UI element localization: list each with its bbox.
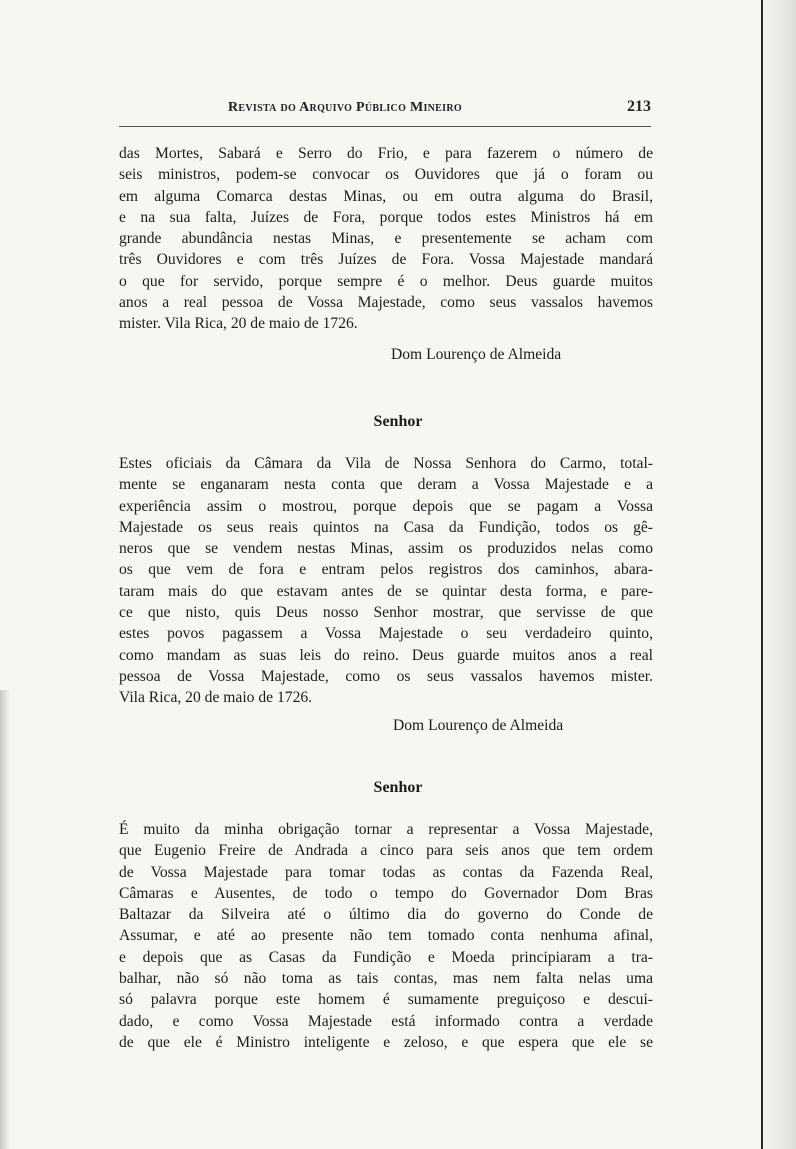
binding-shadow bbox=[0, 690, 10, 1149]
signature: Dom Lourenço de Almeida bbox=[391, 346, 562, 363]
text-line: de Vossa Majestade para tomar todas as contas da Fazenda Real, bbox=[119, 863, 653, 881]
text-line: Vila Rica, 20 de maio de 1726. bbox=[119, 689, 313, 707]
salutation: Senhor bbox=[373, 779, 423, 796]
text-line: de que ele é Ministro inteligente e zeloso, e que espera que ele se bbox=[119, 1033, 653, 1051]
signature: Dom Lourenço de Almeida bbox=[393, 717, 564, 734]
text-line: mente se enganaram nesta conta que deram a Vossa Majestade e a bbox=[119, 476, 653, 494]
text-line: experiência assim o mostrou, porque depois que se pagam a Vossa bbox=[119, 497, 653, 515]
text-line: das Mortes, Sabará e Serro do Frio, e para fazerem o número de bbox=[119, 145, 653, 162]
text-line: em alguma Comarca destas Minas, ou em outra alguma do Brasil, bbox=[119, 187, 653, 205]
page-number: 213 bbox=[627, 98, 651, 115]
salutation: Senhor bbox=[373, 413, 423, 430]
text-line: três Ouvidores e com três Juízes de Fora. Vossa Majestade mandará bbox=[119, 251, 653, 269]
running-title: Revista do Arquivo Público Mineiro bbox=[228, 100, 462, 115]
text-line: estes povos pagassem a Vossa Majestade o seu verdadeiro quinto, bbox=[119, 625, 653, 643]
text-line: e depois que as Casas da Fundição e Moeda principiaram a tra- bbox=[119, 948, 653, 966]
text-line: ce que nisto, quis Deus nosso Senhor mostrar, que servisse de que bbox=[119, 604, 653, 622]
text-line: Baltazar da Silveira até o último dia do governo do Conde de bbox=[119, 906, 653, 924]
text-line: Estes oficiais da Câmara da Vila de Nossa Senhora do Carmo, total- bbox=[119, 455, 653, 472]
letter-2-body bbox=[119, 453, 653, 709]
text-line: É muito da minha obrigação tornar a representar a Vossa Majestade, bbox=[119, 821, 653, 838]
text-line: os que vem de fora e entram pelos registros dos caminhos, abara- bbox=[119, 561, 653, 579]
text-line: anos a real pessoa de Vossa Majestade, como seus vassalos havemos bbox=[119, 294, 653, 312]
page-edge bbox=[758, 0, 796, 1149]
text-line: grande abundância nestas Minas, e presentemente se acham com bbox=[119, 230, 653, 248]
running-header bbox=[228, 97, 651, 119]
text-line: mister. Vila Rica, 20 de maio de 1726. bbox=[119, 315, 358, 333]
text-line: o que for servido, porque sempre é o melhor. Deus guarde muitos bbox=[119, 272, 653, 290]
header-rule bbox=[119, 126, 651, 127]
text-line: Majestade os seus reais quintos na Casa da Fundição, todos os gê- bbox=[119, 518, 653, 536]
text-line: só palavra porque este homem é sumamente preguiçoso e descui- bbox=[119, 991, 653, 1009]
letter-3-body bbox=[119, 819, 653, 1053]
text-line: Câmaras e Ausentes, de todo o tempo do Governador Dom Bras bbox=[119, 884, 653, 902]
text-line: e na sua falta, Juízes de Fora, porque todos estes Ministros há em bbox=[119, 208, 653, 226]
page-edge-line bbox=[761, 0, 763, 1149]
text-line: dado, e como Vossa Majestade está informado contra a verdade bbox=[119, 1012, 653, 1030]
text-line: seis ministros, podem-se convocar os Ouvidores que já o foram ou bbox=[119, 166, 653, 184]
text-line: que Eugenio Freire de Andrada a cinco para seis anos que tem ordem bbox=[119, 842, 653, 860]
text-line: Assumar, e até ao presente não tem tomado conta nenhuma afinal, bbox=[119, 927, 653, 945]
text-line: pessoa de Vossa Majestade, como os seus vassalos havemos mister. bbox=[119, 667, 653, 685]
text-line: como mandam as suas leis do reino. Deus guarde muitos anos a real bbox=[119, 646, 653, 664]
text-line: neros que se vendem nestas Minas, assim os produzidos nelas como bbox=[119, 540, 653, 558]
text-line: taram mais do que estavam antes de se quintar desta forma, e pare- bbox=[119, 582, 653, 600]
letter-1-body bbox=[119, 143, 653, 335]
text-line: balhar, não só não toma as tais contas, mas nem falta nelas uma bbox=[119, 970, 653, 988]
